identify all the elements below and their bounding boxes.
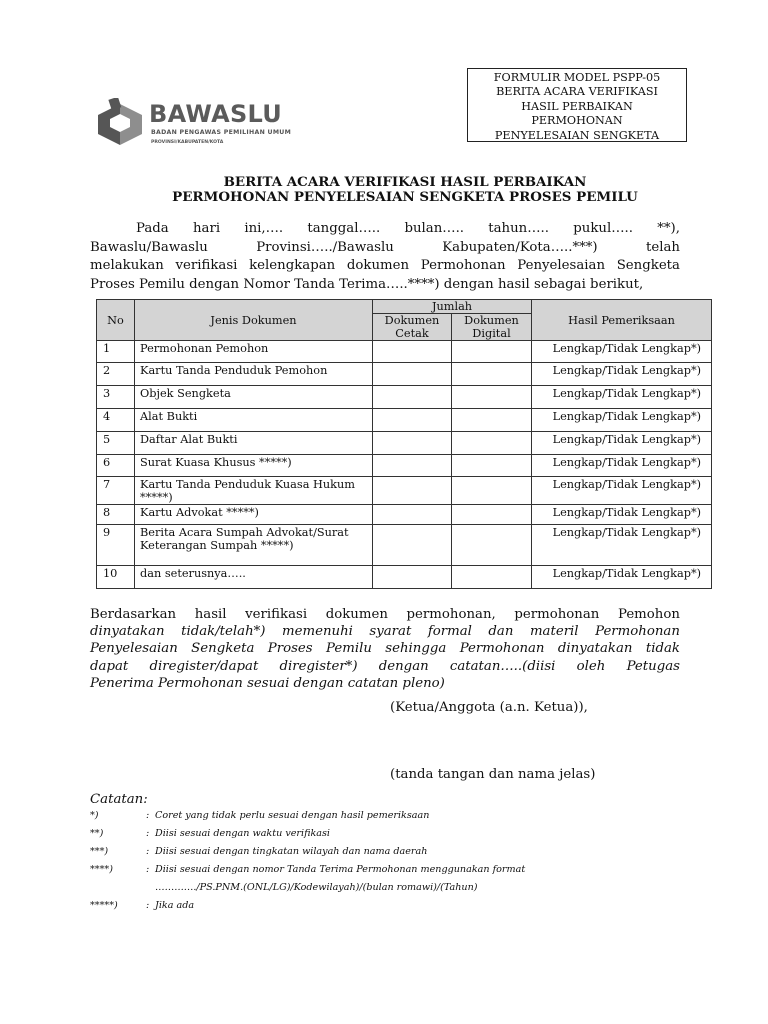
word: tidak/telah*)	[181, 624, 266, 640]
cell-no: 7	[97, 477, 135, 505]
word: Bawaslu/Bawaslu	[90, 239, 208, 255]
cell-hasil: Lengkap/Tidak Lengkap*)	[532, 363, 712, 386]
cell-hasil: Lengkap/Tidak Lengkap*)	[532, 566, 712, 589]
word: Pemohon	[617, 607, 680, 622]
cell-digital[interactable]	[452, 409, 532, 432]
cell-hasil: Lengkap/Tidak Lengkap*)	[532, 409, 712, 432]
note-item: **) : Diisi sesuai dengan waktu verifikasi	[90, 828, 331, 839]
note-key: ****)	[90, 864, 113, 875]
word: kelengkapan	[249, 258, 336, 273]
bawaslu-logo	[95, 98, 305, 154]
word: bulan…..	[404, 221, 465, 236]
cell-cetak[interactable]	[373, 363, 452, 386]
table-row	[97, 386, 712, 409]
word: Berdasarkan	[90, 607, 177, 622]
form-box-line: FORMULIR MODEL PSPP-05	[493, 71, 661, 84]
word: materil	[529, 624, 579, 640]
word: tanggal…..	[307, 221, 381, 236]
note-key: *****)	[90, 900, 118, 911]
table-row	[97, 477, 712, 505]
word: telah	[646, 239, 680, 255]
opening-paragraph	[90, 220, 680, 294]
cell-jenis: Kartu Tanda Penduduk Pemohon	[135, 363, 373, 386]
note-item	[90, 882, 478, 893]
bawaslu-emblem-icon	[95, 98, 145, 150]
cell-jenis: Kartu Advokat *****)	[135, 505, 373, 525]
word: dapat	[90, 658, 129, 674]
cell-digital[interactable]	[452, 566, 532, 589]
table-row	[97, 566, 712, 589]
word: diregister*)	[279, 658, 358, 674]
header-no: No	[97, 300, 135, 341]
logo-region: PROVINSI/KABUPATEN/KOTA	[151, 140, 224, 145]
cell-no: 2	[97, 363, 135, 386]
cell-digital[interactable]	[452, 525, 532, 566]
cell-digital[interactable]	[452, 363, 532, 386]
cell-cetak[interactable]	[373, 505, 452, 525]
document-table	[96, 299, 712, 589]
word: dokumen	[325, 607, 388, 622]
cell-digital[interactable]	[452, 341, 532, 363]
conclusion-line-5: Penerima Permohonan sesuai dengan catatan pleno)	[90, 675, 445, 691]
table-row	[97, 341, 712, 363]
cell-cetak[interactable]	[373, 477, 452, 505]
word: permohonan	[514, 607, 600, 622]
signature-label: (tanda tangan dan nama jelas)	[390, 767, 596, 782]
table-row	[97, 455, 712, 477]
cell-cetak[interactable]	[373, 409, 452, 432]
cell-cetak[interactable]	[373, 432, 452, 455]
note-text: Diisi sesuai dengan waktu verifikasi	[155, 828, 331, 839]
cell-hasil: Lengkap/Tidak Lengkap*)	[532, 525, 712, 566]
opening-line-2	[90, 239, 680, 258]
word: dengan	[378, 658, 429, 674]
cell-cetak[interactable]	[373, 525, 452, 566]
header-jumlah: Jumlah	[373, 300, 532, 314]
word: Petugas	[626, 658, 680, 674]
cell-hasil: Lengkap/Tidak Lengkap*)	[532, 341, 712, 363]
cell-hasil: Lengkap/Tidak Lengkap*)	[532, 386, 712, 409]
cell-no: 4	[97, 409, 135, 432]
notes-title: Catatan:	[90, 792, 148, 807]
cell-no: 9	[97, 525, 135, 566]
note-item: ****) : Diisi sesuai dengan nomor Tanda Terima Permohonan menggunakan format	[90, 864, 526, 875]
note-text: …………./PS.PNM.(ONL/LG)/Kodewilayah)/(bulan romawi)/(Tahun)	[155, 882, 478, 893]
cell-digital[interactable]	[452, 386, 532, 409]
cell-jenis: Berita Acara Sumpah Advokat/Surat Keterangan Sumpah *****)	[135, 525, 373, 566]
cell-hasil: Lengkap/Tidak Lengkap*)	[532, 505, 712, 525]
conclusion-paragraph	[90, 606, 680, 692]
note-item: *****) : Jika ada	[90, 900, 195, 911]
table-row	[97, 363, 712, 386]
cell-cetak[interactable]	[373, 341, 452, 363]
logo-subtitle: BADAN PENGAWAS PEMILIHAN UMUM	[151, 129, 292, 136]
signer-label: (Ketua/Anggota (a.n. Ketua)),	[390, 700, 588, 715]
document-title-line-1: BERITA ACARA VERIFIKASI HASIL PERBAIKAN	[223, 174, 587, 190]
word: diregister/dapat	[149, 658, 259, 674]
header-jenis-dokumen: Jenis Dokumen	[135, 300, 373, 341]
word: Sengketa	[616, 258, 680, 273]
cell-no: 8	[97, 505, 135, 525]
table-row	[97, 432, 712, 455]
word: tidak	[645, 641, 680, 657]
conclusion-line-4	[90, 658, 680, 675]
form-box-line: PENYELESAIAN SENGKETA	[494, 128, 660, 142]
cell-jenis: Daftar Alat Bukti	[135, 432, 373, 455]
word: Penyelesaian	[90, 641, 178, 657]
word: memenuhi	[282, 624, 353, 640]
note-text: Jika ada	[155, 900, 195, 911]
cell-jenis: Alat Bukti	[135, 409, 373, 432]
logo-wordmark: BAWASLU	[149, 100, 283, 128]
conclusion-line-3	[90, 640, 680, 657]
word: Kabupaten/Kota…..***)	[442, 239, 598, 255]
cell-no: 5	[97, 432, 135, 455]
word: **),	[657, 221, 680, 236]
table-row	[97, 409, 712, 432]
word: hari	[192, 221, 221, 236]
note-text: Coret yang tidak perlu sesuai dengan hasil pemeriksaan	[155, 810, 430, 821]
word: Pada	[136, 221, 169, 236]
cell-no: 1	[97, 341, 135, 363]
word: Pemilu	[326, 641, 372, 657]
opening-line-4: Proses Pemilu dengan Nomor Tanda Terima…..****) dengan hasil sebagai berikut,	[90, 276, 644, 292]
word: hasil	[194, 607, 227, 622]
form-box-line: PERMOHONAN	[531, 114, 623, 128]
word: melakukan	[90, 258, 164, 273]
cell-jenis: dan seterusnya…..	[135, 566, 373, 589]
word: dokumen	[346, 258, 410, 273]
cell-jenis: Surat Kuasa Khusus *****)	[135, 455, 373, 477]
word: Proses	[267, 641, 313, 657]
word: dinyatakan	[90, 624, 165, 640]
cell-hasil: Lengkap/Tidak Lengkap*)	[532, 455, 712, 477]
word: verifikasi	[245, 607, 308, 622]
word: verifikasi	[175, 258, 238, 273]
word: dinyatakan	[557, 641, 633, 657]
cell-cetak[interactable]	[373, 386, 452, 409]
cell-no: 10	[97, 566, 135, 589]
word: ini,….	[244, 221, 284, 236]
cell-hasil: Lengkap/Tidak Lengkap*)	[532, 477, 712, 505]
opening-line-3	[90, 257, 680, 276]
word: Permohonan	[420, 258, 506, 273]
cell-no: 3	[97, 386, 135, 409]
form-box-line: BERITA ACARA VERIFIKASI	[496, 85, 658, 99]
cell-jenis: Kartu Tanda Penduduk Kuasa Hukum *****)	[135, 477, 373, 505]
note-text: Diisi sesuai dengan tingkatan wilayah dan nama daerah	[155, 846, 428, 857]
note-key: *)	[90, 810, 99, 821]
form-model-box	[467, 68, 687, 142]
form-box-line: HASIL PERBAIKAN	[521, 99, 633, 113]
header-dokumen-digital: Dokumen Digital	[452, 314, 532, 341]
word: pukul…..	[573, 221, 633, 236]
document-title-line-2: PERMOHONAN PENYELESAIAN SENGKETA PROSES PEMILU	[172, 189, 638, 205]
cell-jenis: Objek Sengketa	[135, 386, 373, 409]
note-key: **)	[90, 828, 104, 839]
conclusion-line-2	[90, 623, 680, 640]
opening-line-1	[90, 220, 680, 239]
word: sehingga	[385, 641, 447, 657]
header-hasil-pemeriksaan: Hasil Pemeriksaan	[532, 300, 712, 341]
note-key: ***)	[90, 846, 109, 857]
word: Sengketa	[191, 641, 255, 657]
note-item: ***) : Diisi sesuai dengan tingkatan wilayah dan nama daerah	[90, 846, 428, 857]
cell-hasil: Lengkap/Tidak Lengkap*)	[532, 432, 712, 455]
word: Penyelesaian	[517, 258, 606, 273]
note-text: Diisi sesuai dengan nomor Tanda Terima Permohonan menggunakan format	[155, 864, 526, 875]
cell-digital[interactable]	[452, 455, 532, 477]
conclusion-line-1	[90, 606, 680, 623]
word: permohonan,	[406, 607, 496, 622]
word: catatan…..(diisi	[449, 658, 556, 674]
cell-digital[interactable]	[452, 477, 532, 505]
header-dokumen-cetak: Dokumen Cetak	[373, 314, 452, 341]
word: Permohonan	[595, 624, 680, 640]
word: formal	[427, 624, 472, 640]
cell-digital[interactable]	[452, 432, 532, 455]
word: dan	[488, 624, 514, 640]
table-row	[97, 505, 712, 525]
note-item: *) : Coret yang tidak perlu sesuai dengan hasil pemeriksaan	[90, 810, 430, 821]
word: tahun…..	[488, 221, 549, 236]
cell-digital[interactable]	[452, 505, 532, 525]
cell-cetak[interactable]	[373, 566, 452, 589]
word: oleh	[576, 658, 606, 674]
table-row	[97, 525, 712, 566]
word: Provinsi…../Bawaslu	[256, 239, 394, 255]
cell-jenis: Permohonan Pemohon	[135, 341, 373, 363]
word: syarat	[369, 624, 412, 640]
cell-no: 6	[97, 455, 135, 477]
word: Permohonan	[459, 641, 545, 657]
cell-cetak[interactable]	[373, 455, 452, 477]
